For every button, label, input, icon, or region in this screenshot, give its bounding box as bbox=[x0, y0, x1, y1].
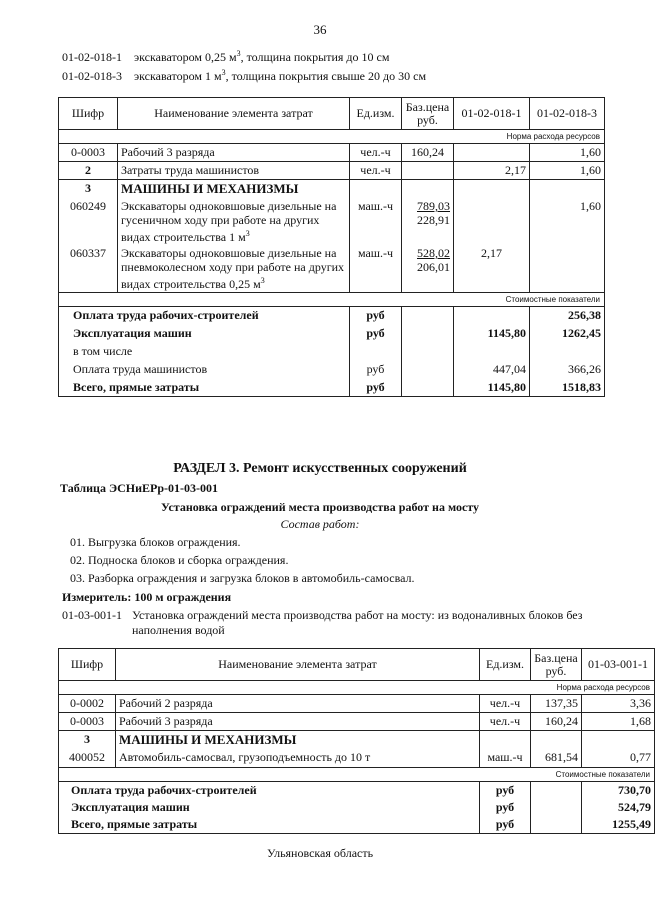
total-v1: 1145,80 bbox=[454, 325, 530, 343]
total-name: Всего, прямые затраты bbox=[59, 379, 350, 397]
row-name: Автомобиль-самосвал, грузоподъемность до 10 т bbox=[116, 749, 480, 767]
row-price: 137,35 bbox=[531, 695, 582, 713]
total-v1 bbox=[454, 307, 530, 325]
total-v2: 1262,45 bbox=[530, 325, 605, 343]
total-v2: 1518,83 bbox=[530, 379, 605, 397]
section-title: РАЗДЕЛ 3. Ремонт искусственных сооружений bbox=[173, 461, 467, 476]
resource-table-1 bbox=[58, 97, 605, 397]
col-header-code: Шифр bbox=[59, 649, 116, 681]
ref-text: Установка ограждений места производства работ на мосту: из водоналивных блоков без наполнения водой bbox=[132, 608, 583, 637]
ref-code: 01-03-001-1 bbox=[62, 608, 122, 622]
page-number: 36 bbox=[313, 22, 327, 37]
item-reference bbox=[62, 608, 602, 638]
row-name: Рабочий 2 разряда bbox=[116, 695, 480, 713]
row-unit: маш.-ч bbox=[350, 198, 402, 245]
row-name: МАШИНЫ И МЕХАНИЗМЫ bbox=[118, 180, 350, 199]
total-name: Оплата труда рабочих-строителей bbox=[59, 781, 480, 799]
ref-text: экскаватором 0,25 м bbox=[134, 50, 237, 64]
col-header-v1: 01-03-001-1 bbox=[582, 649, 655, 681]
ref-sup: 3 bbox=[221, 68, 226, 77]
table-row bbox=[59, 144, 605, 162]
row-code: 0-0003 bbox=[59, 713, 116, 731]
total-row bbox=[59, 816, 655, 834]
work-item: 02. Подноска блоков и сборка ограждения. bbox=[70, 553, 289, 567]
row-unit: маш.-ч bbox=[480, 749, 531, 767]
row-v2 bbox=[530, 245, 605, 293]
total-row bbox=[59, 325, 605, 343]
row-code: 0-0002 bbox=[59, 695, 116, 713]
header-ref-1 bbox=[62, 49, 389, 65]
ref-tail: , толщина покрытия свыше 20 до 30 см bbox=[225, 69, 427, 83]
row-v2: 1,60 bbox=[530, 198, 605, 245]
total-v1: 730,70 bbox=[582, 781, 655, 799]
col-header-v2: 01-02-018-3 bbox=[530, 98, 605, 130]
row-code: 0-0003 bbox=[59, 144, 118, 162]
row-price: 681,54 bbox=[531, 749, 582, 767]
row-v1: 3,36 bbox=[582, 695, 655, 713]
row-v1: 2,17 bbox=[454, 245, 530, 293]
row-v1 bbox=[454, 198, 530, 245]
col-header-code: Шифр bbox=[59, 98, 118, 130]
table-row bbox=[59, 749, 655, 767]
resource-table-2 bbox=[58, 648, 655, 834]
row-name: Рабочий 3 разряда bbox=[116, 713, 480, 731]
ref-tail: , толщина покрытия до 10 см bbox=[240, 50, 390, 64]
row-unit: маш.-ч bbox=[350, 245, 402, 293]
col-header-name: Наименование элемента затрат bbox=[116, 649, 480, 681]
norm-label: Норма расхода ресурсов bbox=[59, 130, 605, 144]
row-code: 3 bbox=[59, 731, 116, 750]
row-name: Затраты труда машинистов bbox=[118, 162, 350, 180]
total-v1: 447,04 bbox=[454, 361, 530, 379]
total-row bbox=[59, 361, 605, 379]
total-unit: руб bbox=[350, 379, 402, 397]
row-unit: чел.-ч bbox=[480, 713, 531, 731]
total-row bbox=[59, 379, 605, 397]
total-row bbox=[59, 781, 655, 799]
col-header-price: Баз.цена руб. bbox=[402, 98, 454, 130]
row-name: Рабочий 3 разряда bbox=[118, 144, 350, 162]
total-v2: 366,26 bbox=[530, 361, 605, 379]
row-v1: 0,77 bbox=[582, 749, 655, 767]
total-v1: 524,79 bbox=[582, 799, 655, 816]
table-row bbox=[59, 731, 655, 750]
table-row bbox=[59, 162, 605, 180]
table-row bbox=[59, 180, 605, 199]
row-code: 400052 bbox=[59, 749, 116, 767]
row-sup: 3 bbox=[245, 229, 250, 238]
row-code: 060337 bbox=[59, 245, 118, 293]
ref-text: экскаватором 1 м bbox=[134, 69, 222, 83]
row-code: 060249 bbox=[59, 198, 118, 245]
row-v1 bbox=[454, 144, 530, 162]
col-header-name: Наименование элемента затрат bbox=[118, 98, 350, 130]
total-v1: 1145,80 bbox=[454, 379, 530, 397]
total-v1: 1255,49 bbox=[582, 816, 655, 834]
composition-title: Состав работ: bbox=[280, 517, 360, 531]
header-ref-2 bbox=[62, 68, 426, 84]
row-price-a: 789,03 bbox=[417, 199, 450, 213]
cost-label: Стоимостные показатели bbox=[59, 293, 605, 307]
total-row bbox=[59, 307, 605, 325]
total-unit: руб bbox=[480, 799, 531, 816]
total-name: Эксплуатация машин bbox=[59, 799, 480, 816]
total-unit: руб bbox=[350, 307, 402, 325]
total-name: Оплата труда рабочих-строителей bbox=[59, 307, 350, 325]
total-name: Эксплуатация машин bbox=[59, 325, 350, 343]
row-v2: 1,60 bbox=[530, 162, 605, 180]
row-unit: чел.-ч bbox=[350, 162, 402, 180]
row-price bbox=[402, 162, 454, 180]
work-item: 01. Выгрузка блоков ограждения. bbox=[70, 535, 241, 549]
total-v2: 256,38 bbox=[530, 307, 605, 325]
row-v1: 1,68 bbox=[582, 713, 655, 731]
row-unit: чел.-ч bbox=[350, 144, 402, 162]
table-row bbox=[59, 713, 655, 731]
row-price: 160,24 bbox=[531, 713, 582, 731]
total-unit: руб bbox=[350, 325, 402, 343]
ref-sup: 3 bbox=[236, 49, 241, 58]
table-row bbox=[59, 695, 655, 713]
row-price: 160,24 bbox=[402, 144, 454, 162]
col-header-price: Баз.цена руб. bbox=[531, 649, 582, 681]
total-unit: руб bbox=[480, 816, 531, 834]
total-unit: руб bbox=[350, 361, 402, 379]
cost-label: Стоимостные показатели bbox=[59, 767, 655, 781]
row-name: Экскаваторы одноковшовые дизельные на пневмоколесном ходу при работе на других видах строительства 0,25 м bbox=[121, 246, 345, 291]
total-unit: руб bbox=[480, 781, 531, 799]
row-code: 2 bbox=[59, 162, 118, 180]
ref-code: 01-02-018-1 bbox=[62, 50, 122, 64]
row-price-b: 228,91 bbox=[417, 213, 450, 227]
total-row bbox=[59, 343, 605, 361]
row-sup: 3 bbox=[260, 276, 265, 285]
row-code: 3 bbox=[59, 180, 118, 199]
row-price-b: 206,01 bbox=[417, 260, 450, 274]
total-name: Всего, прямые затраты bbox=[59, 816, 480, 834]
col-header-unit: Ед.изм. bbox=[350, 98, 402, 130]
total-name: в том числе bbox=[59, 343, 350, 361]
row-name: МАШИНЫ И МЕХАНИЗМЫ bbox=[116, 731, 480, 750]
table-title: Установка ограждений места производства работ на мосту bbox=[160, 500, 480, 514]
measure-unit: Измеритель: 100 м ограждения bbox=[62, 590, 232, 604]
col-header-unit: Ед.изм. bbox=[480, 649, 531, 681]
row-unit: чел.-ч bbox=[480, 695, 531, 713]
total-row bbox=[59, 799, 655, 816]
norm-label: Норма расхода ресурсов bbox=[59, 681, 655, 695]
row-name: Экскаваторы одноковшовые дизельные на гусеничном ходу при работе на других видах строительства 1 м bbox=[121, 199, 337, 244]
work-item: 03. Разборка ограждения и загрузка блоков в автомобиль-самосвал. bbox=[70, 571, 415, 585]
ref-code: 01-02-018-3 bbox=[62, 69, 122, 83]
table-row bbox=[59, 198, 605, 245]
total-name: Оплата труда машинистов bbox=[59, 361, 350, 379]
table-row bbox=[59, 245, 605, 293]
footer-region: Ульяновская область bbox=[266, 846, 374, 860]
row-price-a: 528,02 bbox=[417, 246, 450, 260]
table-name: Таблица ЭСНиЕРр-01-03-001 bbox=[60, 481, 219, 495]
col-header-v1: 01-02-018-1 bbox=[454, 98, 530, 130]
row-v1: 2,17 bbox=[454, 162, 530, 180]
row-v2: 1,60 bbox=[530, 144, 605, 162]
